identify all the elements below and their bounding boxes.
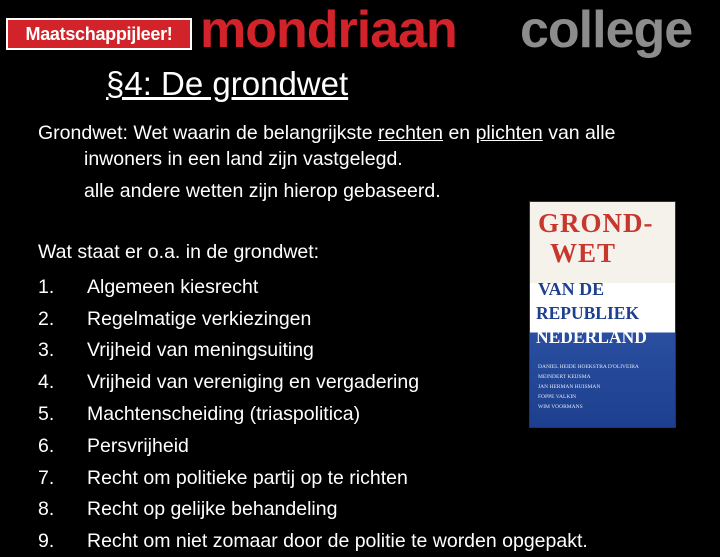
- item-text: Persvrijheid: [87, 434, 189, 457]
- book-author: DANIEL HEIDE HOEKSTRA D'OLIVEIRA: [538, 364, 639, 370]
- item-text: Machtenscheiding (triaspolitica): [87, 403, 361, 426]
- list-heading: Wat staat er o.a. in de grondwet:: [38, 241, 320, 263]
- book-author: FOPPE VALKIN: [538, 394, 577, 400]
- item-text: Recht om politieke partij op te richten: [87, 466, 408, 489]
- book-author: WIM VOORMANS: [538, 404, 583, 410]
- list-item: [38, 494, 708, 526]
- definition-term: Grondwet:: [38, 122, 128, 144]
- item-text: Algemeen kiesrecht: [87, 275, 259, 298]
- item-number: 9.: [38, 530, 55, 553]
- item-number: 8.: [38, 498, 55, 521]
- item-text: Vrijheid van meningsuiting: [87, 339, 314, 362]
- definition-line-1: [38, 120, 708, 146]
- definition-text: van alle: [542, 122, 616, 144]
- brand-logo-college: college: [520, 1, 693, 59]
- book-subtitle-line-2: REPUBLIEK: [536, 303, 640, 323]
- book-author: MEINDERT KEIJSMA: [538, 374, 591, 380]
- list-item: [38, 430, 708, 462]
- slide-header: [0, 0, 720, 62]
- slide-title: §4: De grondwet: [106, 65, 349, 102]
- book-subtitle-line-1: VAN DE: [538, 279, 605, 299]
- book-title-line-2: WET: [550, 238, 617, 268]
- book-title-line-1: GROND-: [538, 208, 654, 238]
- item-number: 7.: [38, 466, 55, 489]
- item-number: 4.: [38, 371, 55, 394]
- item-number: 2.: [38, 307, 55, 330]
- grondwet-book-cover: [530, 202, 675, 427]
- definition-line-2: inwoners in een land zijn vastgelegd.: [84, 148, 403, 170]
- item-text: Regelmatige verkiezingen: [87, 307, 312, 330]
- maatschappijleer-badge: Maatschappijleer!: [6, 18, 192, 50]
- item-text: Recht op gelijke behandeling: [87, 498, 338, 521]
- definition-text: en: [443, 122, 476, 144]
- plichten-link[interactable]: plichten: [475, 122, 543, 144]
- list-item: [38, 525, 708, 557]
- item-number: 3.: [38, 339, 55, 362]
- item-text: Recht om niet zomaar door de politie te worden opgepakt.: [87, 530, 588, 553]
- item-number: 1.: [38, 275, 55, 298]
- definition-text: Wet waarin de belangrijkste: [127, 122, 378, 144]
- book-authors: [538, 362, 668, 412]
- rechten-link[interactable]: rechten: [377, 122, 444, 144]
- item-number: 5.: [38, 403, 55, 426]
- list-item: [38, 462, 708, 494]
- item-text: Vrijheid van vereniging en vergadering: [87, 371, 420, 394]
- item-number: 6.: [38, 434, 55, 457]
- brand-logo-mondriaan: mondriaan: [200, 1, 457, 59]
- book-subtitle-line-3: NEDERLAND: [536, 327, 647, 347]
- book-author: JAN HERMAN HUISMAN: [538, 384, 601, 390]
- definition-line-3: alle andere wetten zijn hierop gebaseerd.: [84, 180, 441, 202]
